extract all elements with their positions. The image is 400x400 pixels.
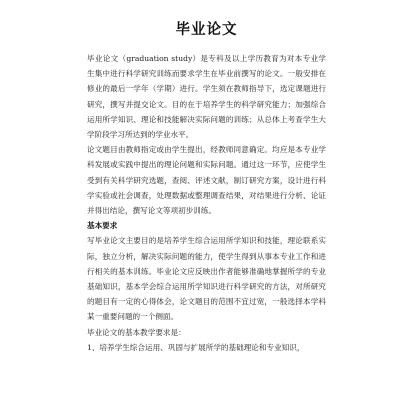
document-body bbox=[87, 51, 326, 355]
topic-paragraph: 论文题目由教师指定或由学生提出，经教师同意确定。均应是本专业学科发展或实践中提出的理论问题和实际问题。通过这一环节，应使学生受到有关科学研究选题，查阅、评述文献，制订研究方案，设计进行科学实验或社会调查，处理数据或整理调查结果，对结果进行分析、论证并得出结论，撰写论文等项初步训练。 bbox=[87, 145, 326, 216]
document-title: 毕业论文 bbox=[175, 21, 238, 38]
section-heading: 基本要求 bbox=[87, 221, 118, 231]
intro-paragraph: 毕业论文（graduation study）是专科及以上学历教育为对本专业学生集中进行科学研究训练而要求学生在毕业前撰写的论文。一般安排在修业的最后一学年（学期）进行。学生须在教师指导下，选定课题进行研究，撰写并提交论文。目的在于培养学生的科学研究能力；加强综合运用所学知识、理论和技能解决实际问题的训练；从总体上考查学生大学阶段学习所达到的学业水平。 bbox=[87, 54, 326, 140]
requirements-paragraph: 写毕业论文主要目的是培养学生综合运用所学知识和技能，理论联系实际，独立分析，解决实际问题的能力，使学生得到从事本专业工作和进行相关的基本训练。毕业论文应反映出作者能够准确地掌握所学的专业基础知识，基本学会综合运用所学知识进行科学研究的方法，对所研究的题目有一定的心得体会，论文题目的范围不宜过宽，一般选择本学科某一重要问题的一个侧面。 bbox=[87, 236, 326, 322]
requirement-item-1: 1、培养学生综合运用、巩固与扩展所学的基础理论和专业知识， bbox=[87, 342, 305, 352]
requirements-lead: 毕业论文的基本教学要求是： bbox=[87, 327, 186, 337]
